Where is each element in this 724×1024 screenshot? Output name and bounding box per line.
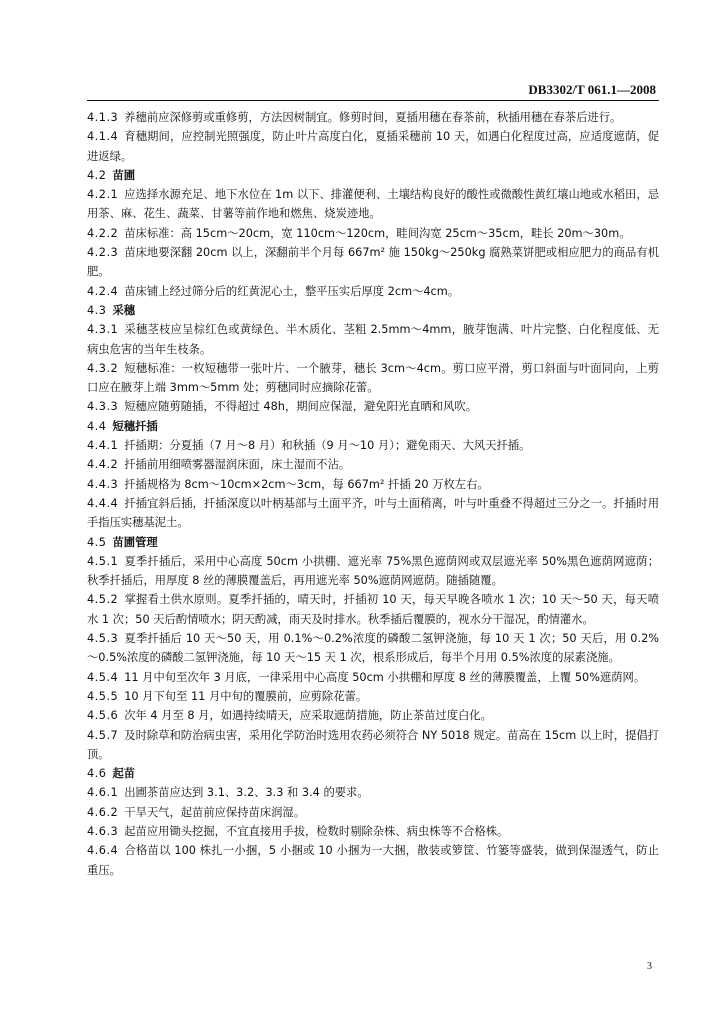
heading-text: 苗圃管理: [112, 535, 158, 549]
clause-number: 4.3.3: [87, 400, 119, 414]
clause-text: 夏季扦插后，采用中心高度 50cm 小拱棚、遮光率 75%黑色遮荫网或双层遮光率 50%黑色遮荫网遮荫；秋季扦插后，用厚度 8 丝的薄膜覆盖后，再用遮光率 50%遮荫网遮荫。随插随覆。: [87, 554, 659, 588]
heading-text: 苗圃: [112, 168, 136, 182]
clause-text: 苗床铺上经过筛分后的红黄泥心土，整平压实后厚度 2cm～4cm。: [124, 284, 460, 298]
clause-text: 干旱天气，起苗前应保持苗床润湿。: [124, 805, 306, 819]
clause-paragraph: [87, 803, 659, 822]
clause-text: 扦插宜斜后插，扦插深度以叶柄基部与土面平齐，叶与土面稍离，叶与叶重叠不得超过三分之一。扦插时用手指压实穗基泥土。: [87, 496, 659, 530]
clause-number: 4.3.2: [87, 361, 119, 375]
heading-text: 起苗: [112, 767, 136, 781]
clause-text: 合格苗以 100 株扎一小捆，5 小捆或 10 小捆为一大捆，散装或箩筐、竹篓等盛装，做到保湿透气，防止重压。: [87, 844, 659, 877]
clause-text: 养穗前应深修剪或重修剪，方法因树制宜。修剪时间，夏插用穗在春茶前，秋插用穗在春茶后进行。: [124, 111, 622, 124]
clause-paragraph: [87, 494, 659, 533]
clause-text: 扦插前用细喷雾器湿润床面，床土湿而不沾。: [124, 458, 351, 472]
clause-paragraph: [87, 224, 659, 243]
heading-text: 短穗扦插: [112, 419, 158, 433]
clause-text: 应选择水源充足、地下水位在 1m 以下、排灌便利、土壤结构良好的酸性或微酸性黄红壤山地或水稻田，忌用茶、麻、花生、蔬菜、甘薯等前作地和燃焦、烧炭迹地。: [87, 188, 659, 221]
clause-number: 4.5.4: [87, 670, 119, 684]
clause-text: 及时除草和防治病虫害，采用化学防治时选用农药必须符合 NY 5018 规定。苗高在 15cm 以上时，提倡打顶。: [87, 728, 659, 761]
clause-number: 4.5.1: [87, 554, 119, 568]
clause-text: 扦插期：分夏插（7 月～8 月）和秋插（9 月～10 月）；避免雨天、大风天扦插。: [124, 439, 531, 453]
clause-number: 4.5: [87, 535, 107, 549]
clause-paragraph: [87, 282, 659, 301]
heading-text: 采穗: [112, 303, 136, 317]
clause-text: 采穗茎枝应呈棕红色或黄绿色、半木质化、茎粗 2.5mm～4mm，腋芽饱满、叶片完整、白化程度低、无病虫危害的当年生枝条。: [87, 323, 659, 356]
clause-number: 4.5.2: [87, 593, 119, 607]
clause-paragraph: [87, 841, 659, 880]
clause-paragraph: [87, 726, 659, 765]
clause-number: 4.6.2: [87, 805, 119, 819]
clause-number: 4.6.4: [87, 844, 119, 858]
clause-text: 掌握看土供水原则。夏季扦插的，晴天时，扦插初 10 天，每天早晚各喷水 1 次；10 天～50 天，每天喷水 1 次；50 天后酌情喷水；阴天酌减，雨天及时排水。秋季插后覆膜的，视水分干湿况，酌情灌水。: [87, 593, 659, 626]
clause-number: 4.6.1: [87, 786, 119, 800]
clause-text: 苗床地要深翻 20cm 以上，深翻前半个月每 667m² 施 150kg～250kg 腐熟菜饼肥或相应肥力的商品有机肥。: [87, 246, 659, 279]
clause-number: 4.4: [87, 419, 107, 433]
document-code: DB3302/T 061.1—2008: [528, 82, 656, 97]
clause-paragraph: [87, 320, 659, 359]
clause-paragraph: [87, 185, 659, 224]
clause-paragraph: [87, 687, 659, 706]
clause-number: 4.5.5: [87, 689, 119, 703]
clause-number: 4.4.2: [87, 458, 119, 472]
clause-number: 4.5.7: [87, 728, 119, 742]
document-body: [87, 108, 659, 880]
clause-number: 4.5.3: [87, 632, 119, 646]
clause-text: 苗床标准：高 15cm～20cm，宽 110cm～120cm，畦间沟宽 25cm～35cm，畦长 20m～30m。: [124, 226, 631, 240]
clause-text: 出圃茶苗应达到 3.1、3.2、3.3 和 3.4 的要求。: [124, 786, 369, 800]
section-heading: [87, 417, 659, 436]
clause-number: 4.2.2: [87, 226, 119, 240]
clause-text: 短穗标准：一枚短穗带一张叶片、一个腋芽，穗长 3cm～4cm。剪口应平滑，剪口斜面与叶面同向，上剪口应在腋芽上端 3mm～5mm 处；剪穗同时应摘除花蕾。: [87, 361, 659, 395]
clause-text: 起苗应用锄头挖掘，不宜直接用手拔，检数时剔除杂株、病虫株等不合格株。: [124, 824, 509, 838]
clause-paragraph: [87, 475, 659, 494]
clause-paragraph: [87, 127, 659, 166]
clause-number: 4.4.3: [87, 477, 119, 491]
clause-paragraph: [87, 783, 659, 802]
clause-number: 4.5.6: [87, 709, 119, 723]
clause-number: 4.2: [87, 168, 107, 182]
clause-paragraph: [87, 108, 659, 127]
clause-number: 4.1.4: [87, 130, 119, 144]
clause-number: 4.4.4: [87, 496, 119, 510]
clause-paragraph: [87, 706, 659, 725]
clause-number: 4.6.3: [87, 824, 119, 838]
clause-number: 4.3.1: [87, 323, 119, 337]
section-heading: [87, 533, 659, 552]
clause-text: 11 月中旬至次年 3 月底，一律采用中心高度 50cm 小拱棚和厚度 8 丝的薄膜覆盖，上覆 50%遮荫网。: [124, 670, 646, 684]
clause-paragraph: [87, 359, 659, 398]
section-heading: [87, 166, 659, 185]
clause-number: 4.2.3: [87, 246, 119, 260]
clause-number: 4.1.3: [87, 111, 119, 124]
clause-paragraph: [87, 455, 659, 474]
clause-text: 10 月下旬至 11 月中旬的覆膜前，应剪除花蕾。: [124, 689, 368, 703]
clause-paragraph: [87, 436, 659, 455]
clause-text: 扦插规格为 8cm～10cm×2cm～3cm，每 667m² 扦插 20 万枚左右。: [124, 477, 489, 491]
clause-text: 育穗期间，应控制光照强度，防止叶片高度白化，夏插采穗前 10 天，如遇白化程度过高，应适度遮荫，促进返绿。: [87, 130, 659, 163]
clause-paragraph: [87, 243, 659, 282]
clause-number: 4.2.1: [87, 188, 119, 202]
clause-paragraph: [87, 397, 659, 416]
page-number: 3: [647, 961, 652, 972]
clause-text: 夏季扦插后 10 天～50 天，用 0.1%～0.2%浓度的磷酸二氢钾浇施，每 10 天 1 次；50 天后，用 0.2%～0.5%浓度的磷酸二氢钾浇施，每 10 天～15 天 1 次，根系形成后，每半个月用 0.5%浓度的尿素浇施。: [87, 632, 659, 665]
header-rule: [87, 100, 659, 101]
clause-paragraph: [87, 822, 659, 841]
clause-number: 4.3: [87, 303, 107, 317]
clause-paragraph: [87, 552, 659, 591]
clause-paragraph: [87, 590, 659, 629]
clause-number: 4.6: [87, 767, 107, 781]
clause-paragraph: [87, 629, 659, 668]
section-heading: [87, 301, 659, 320]
clause-text: 次年 4 月至 8 月，如遇持续晴天，应采取遮荫措施，防止茶苗过度白化。: [124, 709, 492, 723]
clause-paragraph: [87, 668, 659, 687]
clause-number: 4.4.1: [87, 439, 119, 453]
clause-text: 短穗应随剪随插，不得超过 48h，期间应保湿，避免阳光直晒和风吹。: [124, 400, 477, 414]
section-heading: [87, 764, 659, 783]
clause-number: 4.2.4: [87, 284, 119, 298]
